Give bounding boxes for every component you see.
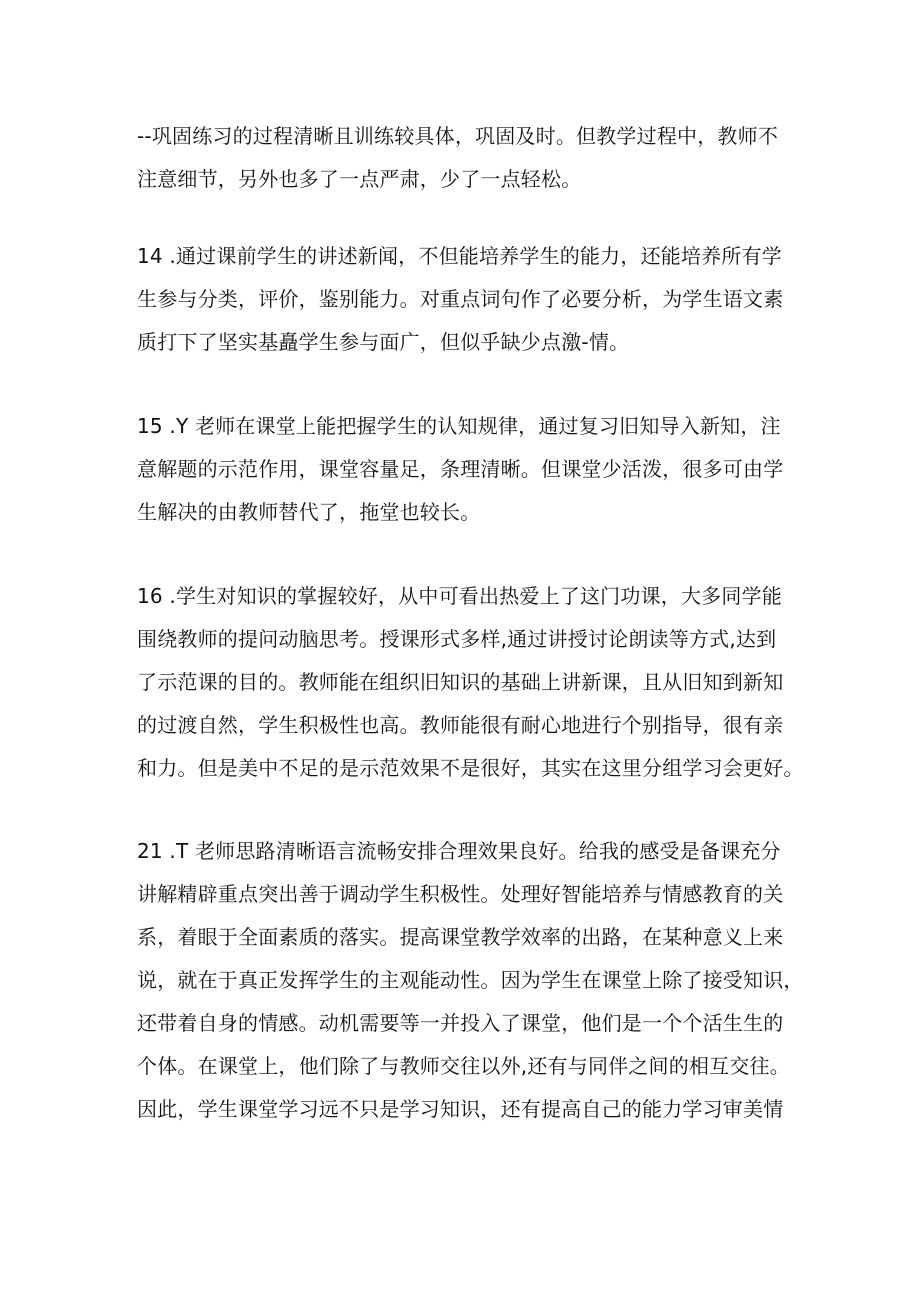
- text-line: 说，就在于真正发挥学生的主观能动性。因为学生在课堂上除了接受知识，: [137, 968, 804, 992]
- text-line: 14 .通过课前学生的讲述新闻，不但能培养学生的能力，还能培养所有学: [137, 244, 782, 268]
- paragraph-item-14: [137, 235, 827, 364]
- text-line: 还带着自身的情感。动机需要等一并投入了课堂，他们是一个个活生生的: [137, 1011, 784, 1035]
- paragraph-item-16: [137, 575, 827, 790]
- paragraph-item-15: [137, 405, 827, 534]
- paragraph-item-21: [137, 830, 827, 1131]
- text-line: 21 .T 老师思路清晰语言流畅安排合理效果良好。给我的感受是备课充分: [137, 839, 781, 863]
- text-line: 生参与分类，评价，鉴别能力。对重点词句作了必要分析，为学生语文素: [137, 287, 784, 311]
- text-line: 注意细节，另外也多了一点严肃，少了一点轻松。: [137, 167, 582, 191]
- text-line: --巩固练习的过程清晰且训练较具体，巩固及时。但教学过程中，教师不: [137, 124, 779, 148]
- paragraph-continuation: [137, 115, 827, 201]
- text-line: 系，着眼于全面素质的落实。提高课堂教学效率的出路，在某种意义上来: [137, 925, 784, 949]
- text-line: 围绕教师的提问动脑思考。授课形式多样,通过讲授讨论朗读等方式,达到: [137, 627, 777, 651]
- text-line: 了示范课的目的。教师能在组织旧知识的基础上讲新课，且从旧知到新知: [137, 670, 784, 694]
- text-line: 的过渡自然，学生积极性也高。教师能很有耐心地进行个别指导，很有亲: [137, 713, 784, 737]
- text-line: 意解题的示范作用，课堂容量足，条理清晰。但课堂少活泼，很多可由学: [137, 457, 784, 481]
- text-line: 和力。但是美中不足的是示范效果不是很好，其实在这里分组学习会更好。: [137, 756, 804, 780]
- text-line: 质打下了坚实基矗学生参与面广，但似乎缺少点激-情。: [137, 330, 630, 354]
- text-line: 讲解精辟重点突出善于调动学生积极性。处理好智能培养与情感教育的关: [137, 882, 784, 906]
- text-line: 15 .Y 老师在课堂上能把握学生的认知规律，通过复习旧知导入新知，注: [137, 414, 781, 438]
- text-line: 16 .学生对知识的掌握较好，从中可看出热爱上了这门功课，大多同学能: [137, 584, 782, 608]
- text-line: 个体。在课堂上，他们除了与教师交往以外,还有与同伴之间的相互交往。: [137, 1054, 790, 1078]
- text-line: 生解决的由教师替代了，拖堂也较长。: [137, 500, 481, 524]
- text-line: 因此，学生课堂学习远不只是学习知识，还有提高自己的能力学习审美情: [137, 1097, 784, 1121]
